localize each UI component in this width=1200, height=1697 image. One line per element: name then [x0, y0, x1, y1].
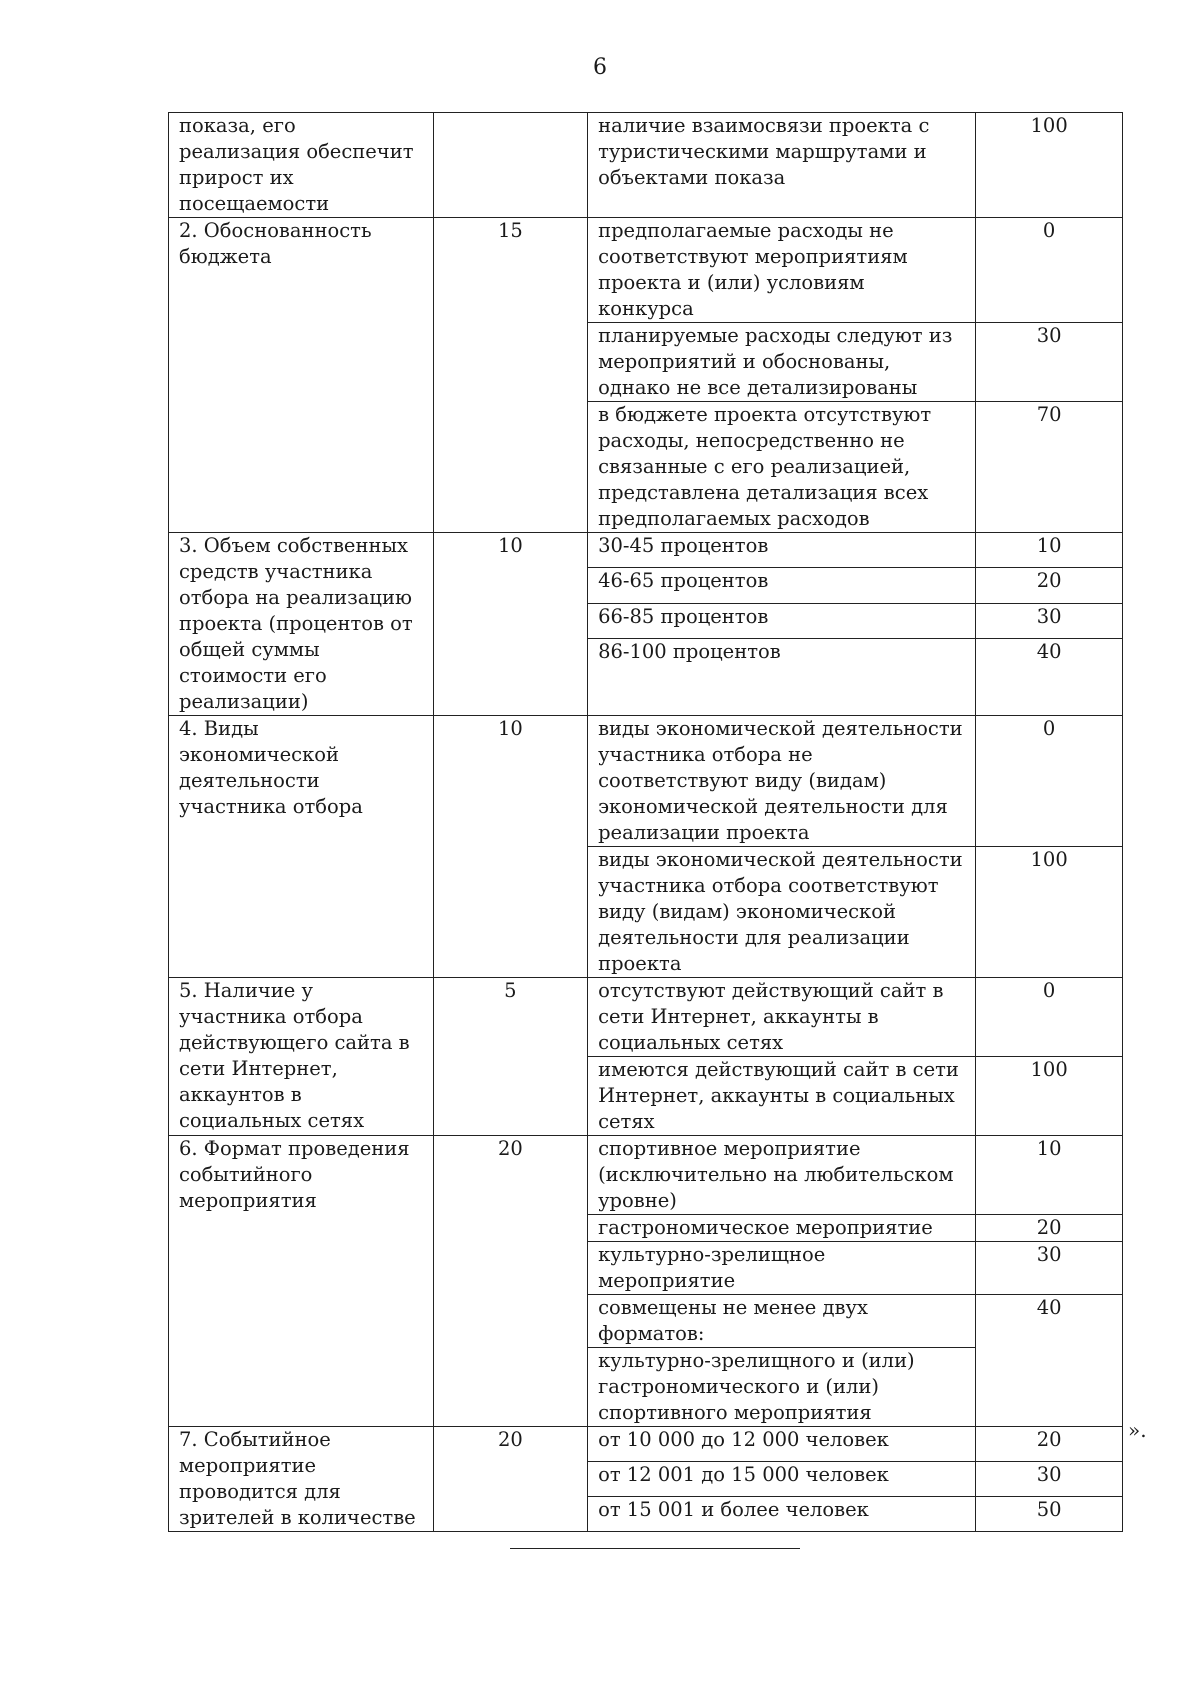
option-score: 0 — [976, 218, 1123, 323]
option-text: 46-65 процентов — [588, 568, 976, 603]
criterion-name: 5. Наличие у участника отбора действующего сайта в сети Интернет, аккаунтов в социальных сетях — [169, 978, 434, 1136]
table-row — [169, 978, 1123, 1057]
option-score: 10 — [976, 533, 1123, 568]
criterion-weight: 5 — [433, 978, 587, 1136]
option-score: 30 — [976, 1462, 1123, 1497]
option-text: от 10 000 до 12 000 человек — [588, 1427, 976, 1462]
option-text: 86-100 процентов — [588, 638, 976, 715]
option-text: планируемые расходы следуют из мероприятий и обоснованы, однако не все детализированы — [588, 323, 976, 402]
criterion-name: 7. Событийное мероприятие проводится для зрителей в количестве — [169, 1427, 434, 1532]
criteria-table — [168, 112, 1123, 1532]
option-text: 30-45 процентов — [588, 533, 976, 568]
table-row — [169, 113, 1123, 218]
option-text: отсутствуют действующий сайт в сети Интернет, аккаунты в социальных сетях — [588, 978, 976, 1057]
option-score: 20 — [976, 1215, 1123, 1242]
criterion-weight: 10 — [433, 716, 587, 978]
option-score: 70 — [976, 402, 1123, 533]
option-text: виды экономической деятельности участника отбора не соответствуют виду (видам) экономической деятельности для реализации проекта — [588, 716, 976, 847]
criterion-name: 6. Формат проведения событийного мероприятия — [169, 1136, 434, 1427]
criterion-weight: 15 — [433, 218, 587, 533]
option-score: 30 — [976, 323, 1123, 402]
option-score: 30 — [976, 1242, 1123, 1295]
option-score: 10 — [976, 1136, 1123, 1215]
criterion-weight: 20 — [433, 1136, 587, 1427]
option-text: совмещены не менее двух форматов: — [588, 1295, 976, 1348]
option-score: 20 — [976, 568, 1123, 603]
closing-quote: ». — [1128, 1418, 1147, 1442]
option-score: 50 — [976, 1497, 1123, 1532]
criterion-name: 4. Виды экономической деятельности участника отбора — [169, 716, 434, 978]
table-row — [169, 1427, 1123, 1462]
option-text: 66-85 процентов — [588, 603, 976, 638]
option-text: имеются действующий сайт в сети Интернет, аккаунты в социальных сетях — [588, 1057, 976, 1136]
table-row — [169, 533, 1123, 568]
criterion-name: показа, его реализация обеспечит прирост их посещаемости — [169, 113, 434, 218]
option-score: 40 — [976, 638, 1123, 715]
criterion-weight: 10 — [433, 533, 587, 716]
option-text: спортивное мероприятие (исключительно на любительском уровне) — [588, 1136, 976, 1215]
criterion-name: 2. Обоснованность бюджета — [169, 218, 434, 533]
option-score: 100 — [976, 113, 1123, 218]
page-number: 6 — [593, 55, 607, 80]
option-detail: культурно-зрелищного и (или) гастрономического и (или) спортивного мероприятия — [588, 1348, 976, 1427]
option-text: виды экономической деятельности участника отбора соответствуют виду (видам) экономической деятельности для реализации проекта — [588, 847, 976, 978]
option-score: 0 — [976, 716, 1123, 847]
criterion-name: 3. Объем собственных средств участника отбора на реализацию проекта (процентов от общей суммы стоимости его реализации) — [169, 533, 434, 716]
criterion-weight — [433, 113, 587, 218]
option-score: 0 — [976, 978, 1123, 1057]
option-score: 40 — [976, 1295, 1123, 1427]
option-text: от 12 001 до 15 000 человек — [588, 1462, 976, 1497]
footer-rule — [510, 1548, 800, 1549]
option-text: в бюджете проекта отсутствуют расходы, непосредственно не связанные с его реализацией, представлена детализация всех предполагаемых расходов — [588, 402, 976, 533]
option-text: наличие взаимосвязи проекта с туристическими маршрутами и объектами показа — [588, 113, 976, 218]
option-score: 20 — [976, 1427, 1123, 1462]
option-score: 30 — [976, 603, 1123, 638]
option-score: 100 — [976, 847, 1123, 978]
table-row — [169, 1136, 1123, 1215]
option-text: предполагаемые расходы не соответствуют мероприятиям проекта и (или) условиям конкурса — [588, 218, 976, 323]
option-score: 100 — [976, 1057, 1123, 1136]
table-row — [169, 218, 1123, 323]
criterion-weight: 20 — [433, 1427, 587, 1532]
option-text: от 15 001 и более человек — [588, 1497, 976, 1532]
table-row — [169, 716, 1123, 847]
option-text: гастрономическое мероприятие — [588, 1215, 976, 1242]
option-text: культурно-зрелищное мероприятие — [588, 1242, 976, 1295]
